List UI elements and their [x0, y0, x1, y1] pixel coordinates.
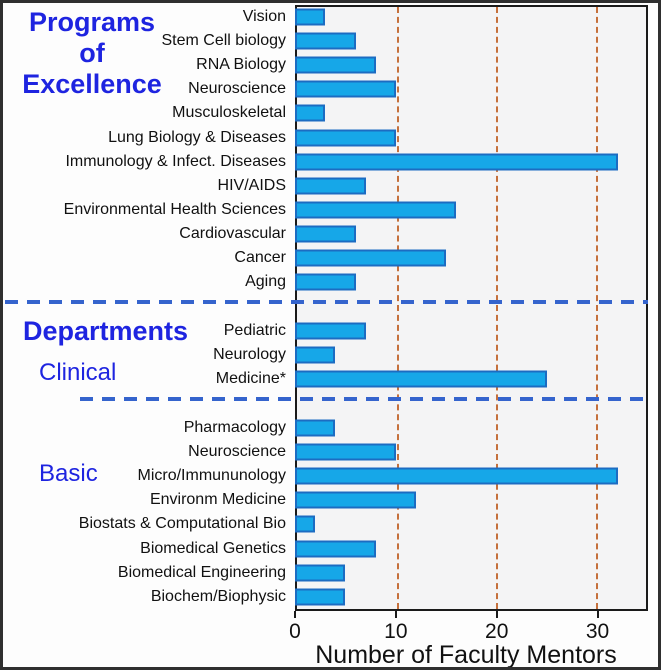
tick-mark-20 — [496, 611, 498, 618]
bar — [295, 564, 345, 581]
chart-row — [5, 512, 648, 536]
bar-track — [295, 246, 648, 270]
category-label: HIV/AIDS — [217, 176, 286, 194]
bar — [295, 468, 618, 485]
bar — [295, 371, 547, 388]
tick-label-0: 0 — [289, 620, 301, 643]
category-label: Biochem/Biophysic — [150, 587, 286, 605]
bar — [295, 57, 376, 74]
x-axis-title: Number of Faculty Mentors — [315, 641, 617, 669]
chart-row — [5, 536, 648, 560]
chart-row — [5, 561, 648, 585]
tick-mark-0 — [294, 611, 296, 618]
bar-track — [295, 150, 648, 174]
category-label: Pharmacology — [183, 419, 286, 437]
tick-mark-30 — [597, 611, 599, 618]
category-label: Environm Medicine — [149, 491, 286, 509]
category-label: Micro/Immununology — [137, 467, 286, 485]
header-line: of — [79, 38, 105, 68]
bar — [295, 177, 366, 194]
category-label: Environmental Health Sciences — [63, 200, 286, 218]
separator-dashed-line — [5, 300, 648, 304]
section-header-departments: Departments — [23, 316, 189, 346]
bar — [295, 9, 325, 26]
bar-track — [295, 5, 648, 29]
separator-dashed-line — [80, 397, 648, 401]
chart-row — [5, 150, 648, 174]
bar — [295, 540, 376, 557]
bar — [295, 588, 345, 605]
bar-track — [295, 174, 648, 198]
bar — [295, 129, 396, 146]
bar-track — [295, 77, 648, 101]
chart-row — [5, 246, 648, 270]
bar-track — [295, 222, 648, 246]
category-label: Biomedical Genetics — [140, 539, 286, 557]
bar-track — [295, 512, 648, 536]
tick-mark-10 — [395, 611, 397, 618]
bar — [295, 105, 325, 122]
category-label: Cancer — [234, 248, 286, 266]
chart-row — [5, 464, 648, 488]
bar — [295, 249, 446, 266]
bar — [295, 322, 366, 339]
bar — [295, 444, 396, 461]
x-axis — [3, 611, 661, 669]
tick-label-30: 30 — [585, 620, 610, 643]
category-label: Stem Cell biology — [161, 32, 286, 50]
bar-track — [295, 464, 648, 488]
category-label: Neuroscience — [188, 443, 286, 461]
chart-row — [5, 125, 648, 149]
bar-track — [295, 198, 648, 222]
bar-track — [295, 416, 648, 440]
bar-track — [295, 488, 648, 512]
bar-track — [295, 319, 648, 343]
category-label: Lung Biology & Diseases — [108, 128, 286, 146]
bar-track — [295, 536, 648, 560]
category-label: Aging — [245, 273, 286, 291]
category-label: Neurology — [213, 346, 286, 364]
category-label: Cardiovascular — [179, 224, 286, 242]
section-separator — [5, 391, 648, 416]
category-label: RNA Biology — [196, 56, 286, 74]
bar-track — [295, 125, 648, 149]
category-label: Biomedical Engineering — [117, 563, 286, 581]
header-line: Programs — [28, 7, 156, 37]
category-label: Biostats & Computational Bio — [78, 515, 286, 533]
category-label: Immunology & Infect. Diseases — [65, 152, 286, 170]
side-label-basic: Basic — [39, 460, 98, 487]
bar-track — [295, 101, 648, 125]
chart-row — [5, 198, 648, 222]
bar-track — [295, 440, 648, 464]
chart-row — [5, 222, 648, 246]
bar — [295, 81, 396, 98]
bar-track — [295, 367, 648, 391]
chart-row — [5, 270, 648, 294]
bar — [295, 153, 618, 170]
category-label: Musculoskeletal — [172, 104, 286, 122]
bar — [295, 33, 356, 50]
bar — [295, 420, 335, 437]
category-label: Vision — [242, 8, 286, 26]
bar — [295, 274, 356, 291]
chart-row — [5, 101, 648, 125]
category-label: Neuroscience — [188, 80, 286, 98]
bar-track — [295, 561, 648, 585]
section-header-programs-of-excellence — [11, 7, 173, 100]
bar — [295, 516, 315, 533]
bar-track — [295, 343, 648, 367]
bar — [295, 347, 335, 364]
chart-row — [5, 416, 648, 440]
chart-row — [5, 440, 648, 464]
chart-row — [5, 174, 648, 198]
chart-row — [5, 488, 648, 512]
tick-label-20: 20 — [485, 620, 509, 643]
side-label-clinical: Clinical — [39, 359, 117, 386]
tick-label-10: 10 — [384, 620, 408, 643]
bar-track — [295, 270, 648, 294]
bar — [295, 492, 416, 509]
category-label: Medicine* — [215, 370, 286, 388]
bar — [295, 201, 456, 218]
header-line: Excellence — [22, 69, 162, 99]
chart-row — [5, 585, 648, 609]
bar-track — [295, 29, 648, 53]
category-label: Pediatric — [223, 321, 286, 339]
bar-track — [295, 585, 648, 609]
bar — [295, 225, 356, 242]
bar-track — [295, 53, 648, 77]
